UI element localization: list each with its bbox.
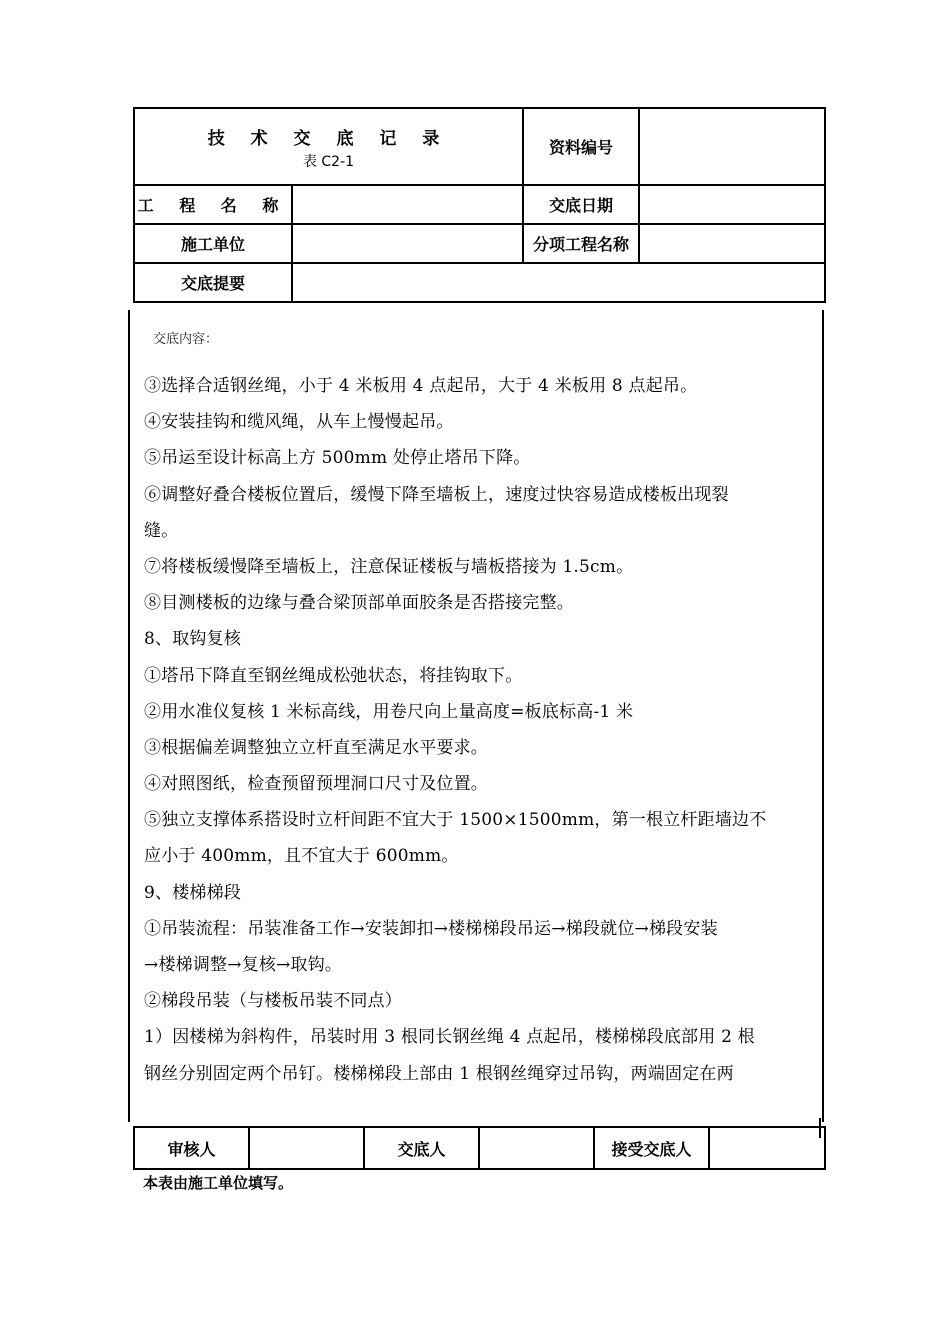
contractor-field[interactable] <box>292 224 523 263</box>
discloser-label: 交底人 <box>364 1127 479 1169</box>
doc-no-field[interactable] <box>639 108 825 185</box>
content-line: ②用水准仪复核 1 米标高线，用卷尺向上量高度=板底标高-1 米 <box>144 701 634 722</box>
content-line: ⑥调整好叠合楼板位置后，缓慢下降至墙板上，速度过快容易造成楼板出现裂 <box>144 484 729 505</box>
content-line: →楼梯调整→复核→取钩。 <box>144 955 343 975</box>
contractor-label: 施工单位 <box>134 224 292 263</box>
content-line: ①塔吊下降直至钢丝绳成松弛状态，将挂钩取下。 <box>144 665 523 686</box>
content-line: ⑧目测楼板的边缘与叠合梁顶部单面胶条是否搭接完整。 <box>144 593 574 614</box>
form-number: 表 C2-1 <box>302 154 355 170</box>
doc-no-label: 资料编号 <box>523 108 639 185</box>
discloser-field[interactable] <box>479 1127 594 1169</box>
content-line: ⑤独立支撑体系搭设时立杆间距不宜大于 1500×1500mm，第一根立杆距墙边不 <box>144 810 767 831</box>
content-lines <box>144 368 814 1092</box>
content-label: 交底内容： <box>153 332 219 347</box>
content-line: 应小于 400mm，且不宜大于 600mm。 <box>144 846 459 867</box>
content-line: ②梯段吊装（与楼板吊装不同点） <box>144 991 402 1012</box>
content-line: ④对照图纸，检查预留预埋洞口尺寸及位置。 <box>144 774 488 795</box>
content-line: ③根据偏差调整独立立杆直至满足水平要求。 <box>144 737 488 758</box>
content-line: 钢丝分别固定两个吊钉。楼梯梯段上部由 1 根钢丝绳穿过吊钩，两端固定在两 <box>144 1063 734 1084</box>
content-line: ⑦将楼板缓慢降至墙板上，注意保证楼板与墙板搭接为 1.5cm。 <box>144 556 634 577</box>
summary-field[interactable] <box>292 263 825 302</box>
title-cell <box>134 108 523 185</box>
section-heading: 8、取钩复核 <box>144 629 242 650</box>
content-line: ①吊装流程：吊装准备工作→安装卸扣→楼梯梯段吊运→梯段就位→梯段安装 <box>144 918 718 939</box>
signature-table <box>133 1126 826 1170</box>
header-table <box>133 107 826 303</box>
reviewer-label: 审核人 <box>134 1127 249 1169</box>
content-line: ④安装挂钩和缆风绳，从车上慢慢起吊。 <box>144 412 454 433</box>
content-line: ③选择合适钢丝绳，小于 4 米板用 4 点起吊，大于 4 米板用 8 点起吊。 <box>144 376 698 396</box>
content-area <box>128 310 824 1122</box>
date-field[interactable] <box>639 185 825 224</box>
content-line: ⑤吊运至设计标高上方 500mm 处停止塔吊下降。 <box>144 448 531 469</box>
receiver-field[interactable] <box>709 1127 825 1169</box>
form-note: 本表由施工单位填写。 <box>143 1174 294 1192</box>
sub-project-label: 分项工程名称 <box>523 224 639 263</box>
project-name-field[interactable] <box>292 185 523 224</box>
reviewer-field[interactable] <box>249 1127 364 1169</box>
content-line: 缝。 <box>144 520 179 541</box>
receiver-label: 接受交底人 <box>594 1127 709 1169</box>
section-heading: 9、楼梯梯段 <box>144 882 242 903</box>
sub-project-field[interactable] <box>639 224 825 263</box>
content-line: 1）因楼梯为斜构件，吊装时用 3 根同长钢丝绳 4 点起吊，楼梯梯段底部用 2 根 <box>144 1027 755 1048</box>
date-label: 交底日期 <box>523 185 639 224</box>
project-name-label: 工 程 名 称 <box>134 185 292 224</box>
form-title: 技 术 交 底 记 录 <box>207 129 450 149</box>
summary-label: 交底提要 <box>134 263 292 302</box>
